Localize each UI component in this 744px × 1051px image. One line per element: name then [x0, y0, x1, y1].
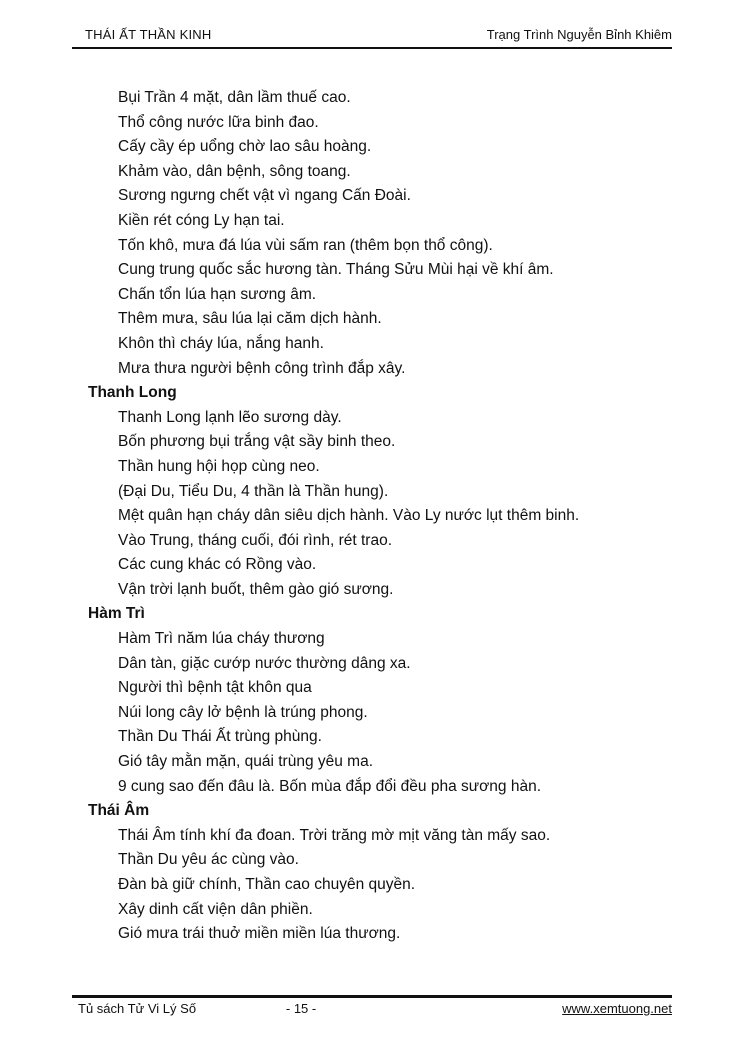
footer-series-name: Tủ sách Tử Vi Lý Số: [78, 1001, 197, 1016]
verse-line: Thanh Long lạnh lẽo sương dày.: [118, 408, 342, 426]
page-header: [72, 0, 672, 49]
verse-line: Bốn phương bụi trắng vật sầy binh theo.: [118, 433, 396, 451]
verse-line: Khôn thì cháy lúa, nắng hanh.: [118, 334, 324, 352]
verse-line: (Đại Du, Tiểu Du, 4 thần là Thần hung).: [118, 482, 389, 500]
verse-line: Cung trung quốc sắc hương tàn. Tháng Sửu Mùi hại về khí âm.: [118, 261, 554, 279]
verse-line: Vận trời lạnh buốt, thêm gào gió sương.: [118, 580, 394, 598]
verse-line: Thần Du yêu ác cùng vào.: [118, 851, 299, 869]
verse-line: Mưa thưa người bệnh công trình đắp xây.: [118, 359, 406, 377]
verse-line: Cấy cầy ép uổng chờ lao sâu hoàng.: [118, 138, 372, 156]
verse-line: Gió tây mằn mặn, quái trùng yêu ma.: [118, 753, 374, 771]
verse-line: Khảm vào, dân bệnh, sông toang.: [118, 162, 351, 180]
verse-line: Xây dinh cất viện dân phiền.: [118, 900, 313, 918]
verse-line: Đàn bà giữ chính, Thần cao chuyên quyền.: [118, 876, 416, 893]
section-heading: Hàm Trì: [88, 605, 145, 623]
verse-line: Dân tàn, giặc cướp nước thường dâng xa.: [118, 654, 411, 672]
verse-line: Chấn tổn lúa hạn sương âm.: [118, 285, 317, 303]
footer-website-link[interactable]: www.xemtuong.net: [562, 1001, 672, 1016]
verse-line: Thái Âm tính khí đa đoan. Trời trăng mờ mịt văng tàn mấy sao.: [118, 826, 551, 844]
page-footer: [72, 995, 672, 1017]
verse-line: 9 cung sao đến đâu là. Bốn mùa đắp đổi đều pha sương hàn.: [118, 777, 541, 795]
verse-line: Hàm Trì năm lúa cháy thương: [118, 630, 325, 648]
verse-line: Thổ công nước lữa binh đao.: [118, 113, 319, 131]
verse-line: Sương ngưng chết vật vì ngang Cấn Đoài.: [118, 187, 411, 205]
verse-line: Thần Du Thái Ất trùng phùng.: [118, 728, 322, 746]
verse-line: Thêm mưa, sâu lúa lại căm dịch hành.: [118, 310, 382, 328]
verse-line: Bụi Trần 4 mặt, dân lầm thuế cao.: [118, 89, 351, 106]
verse-line: Người thì bệnh tật khôn qua: [118, 679, 312, 697]
verse-line: Vào Trung, tháng cuối, đói rình, rét trao.: [118, 531, 392, 549]
verse-line: Mệt quân hạn cháy dân siêu dịch hành. Vào Ly nước lụt thêm binh.: [118, 507, 580, 525]
verse-line: Tốn khô, mưa đá lúa vùi sấm ran (thêm bọn thổ công).: [118, 236, 493, 254]
section-heading: Thanh Long: [88, 384, 177, 402]
section-heading: Thái Âm: [88, 802, 150, 820]
verse-line: Thần hung hội họp cùng neo.: [118, 457, 320, 475]
verse-line: Gió mưa trái thuở miền miền lúa thương.: [118, 925, 401, 943]
footer-page-number: - 15 -: [285, 1001, 317, 1016]
verse-line: Các cung khác có Rồng vào.: [118, 556, 317, 574]
verse-line: Kiền rét cóng Ly hạn tai.: [118, 211, 285, 229]
verse-line: Núi long cây lở bệnh là trúng phong.: [118, 703, 368, 721]
page-content: [72, 86, 704, 947]
header-book-title: THÁI ẤT THẦN KINH: [85, 27, 212, 42]
header-author: Trạng Trình Nguyễn Bỉnh Khiêm: [486, 27, 672, 42]
